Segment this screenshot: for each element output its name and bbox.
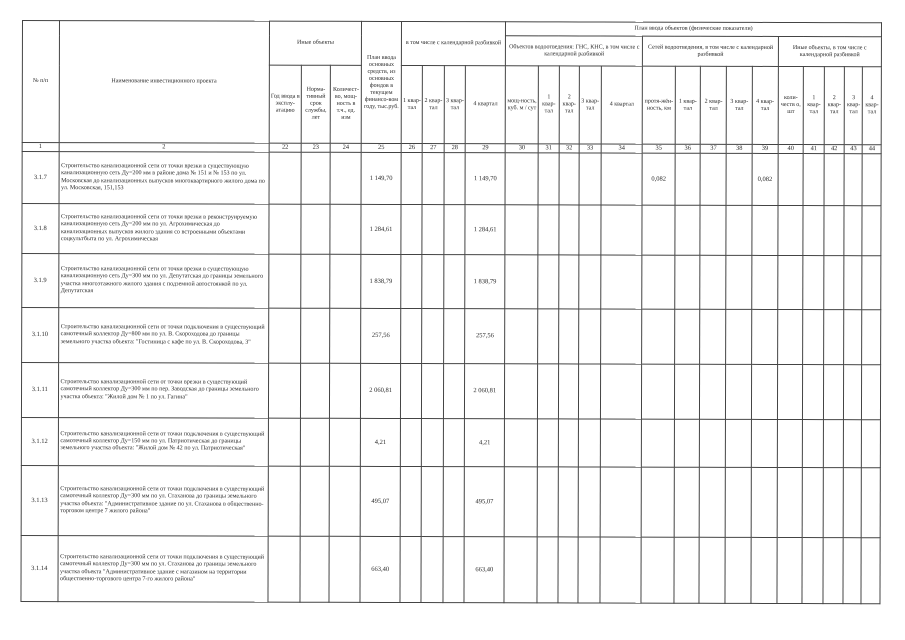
q4-value: 257,56	[465, 309, 505, 364]
table-cell	[538, 309, 559, 364]
table-cell	[777, 255, 803, 309]
table-row	[22, 204, 881, 256]
table-cell	[559, 255, 580, 309]
table-cell	[330, 363, 361, 418]
table-cell	[725, 537, 751, 603]
table-cell	[443, 467, 465, 537]
table-cell	[268, 418, 300, 466]
plan-value: 1 149,70	[361, 152, 401, 204]
table-cell	[268, 536, 300, 602]
table-cell	[400, 363, 422, 418]
col-header-nq2: 2 квар-тал	[701, 66, 727, 144]
table-cell	[300, 418, 329, 466]
table-cell	[823, 365, 844, 420]
col-header-q3: 3 квар-тал	[444, 66, 466, 144]
col-header-other-calendar: Иные объекты, в том числе с календарной разбивкой	[778, 36, 881, 66]
table-cell	[601, 205, 643, 255]
table-cell	[537, 537, 558, 603]
col-header-count: коли-честв о, шт	[778, 66, 804, 144]
column-number-cell: 28	[444, 144, 465, 153]
table-cell	[700, 467, 726, 537]
col-header-power: мощ-ность, куб. м / сут	[505, 66, 538, 144]
table-cell	[443, 364, 465, 419]
col-header-oq4: 4 квартал	[601, 66, 643, 144]
table-cell	[538, 467, 559, 537]
table-cell	[674, 419, 700, 467]
table-cell	[300, 536, 329, 602]
row-number: 3.1.14	[21, 535, 58, 601]
network-q4-value: 0,082	[752, 153, 778, 205]
table-cell	[674, 255, 700, 309]
table-cell	[422, 255, 444, 309]
column-number-cell: 27	[423, 144, 444, 153]
table-cell	[301, 204, 330, 254]
table-cell	[862, 420, 881, 468]
table-row	[21, 417, 880, 467]
network-length	[642, 309, 674, 364]
table-cell	[601, 153, 643, 205]
row-number: 3.1.9	[22, 254, 59, 308]
table-cell	[579, 309, 601, 364]
table-cell	[579, 205, 601, 255]
table-cell	[844, 154, 862, 206]
col-header-oq3: 3 квар-тал	[579, 66, 601, 144]
table-cell	[538, 205, 559, 255]
column-number-cell: 36	[675, 144, 701, 153]
table-cell	[330, 152, 361, 204]
investment-plan-table	[20, 20, 882, 604]
table-cell	[330, 308, 361, 363]
project-name: Строительство канализационной сети от точки врезки в существующий самотечный коллектор Ду=300 мм по пер. Заводская до границы земельного участка объекта: "Жилой дом № 1 по ул. Гагина"	[58, 363, 269, 419]
column-number-cell: 29	[466, 144, 506, 153]
table-cell	[301, 254, 330, 308]
table-cell	[700, 255, 726, 309]
column-number-cell: 25	[361, 143, 401, 152]
table-cell	[504, 537, 537, 603]
column-number-cell: 40	[778, 144, 804, 153]
table-cell	[726, 309, 752, 364]
table-cell	[862, 206, 881, 256]
table-cell	[443, 537, 465, 603]
table-cell	[675, 153, 701, 205]
table-cell	[861, 538, 880, 604]
row-number: 3.1.8	[22, 204, 59, 254]
table-cell	[422, 153, 444, 205]
table-cell	[301, 363, 330, 418]
table-row	[21, 363, 880, 420]
table-cell	[443, 419, 465, 467]
table-cell	[505, 255, 538, 309]
table-cell	[844, 420, 862, 468]
table-cell	[823, 468, 844, 538]
col-header-iq2: 2 квар-тал	[824, 67, 845, 145]
table-cell	[862, 468, 881, 538]
column-number-cell: 24	[330, 143, 361, 152]
q4-value: 1 284,61	[465, 205, 505, 255]
table-cell	[268, 363, 300, 418]
table-cell	[421, 537, 443, 603]
column-number-cell: 23	[301, 143, 330, 152]
table-cell	[504, 419, 537, 467]
table-cell	[300, 466, 329, 536]
table-cell	[401, 254, 423, 308]
table-cell	[422, 419, 444, 467]
table-cell	[778, 153, 804, 205]
col-header-objects-water: Объектов водоотведения: ГНС, КНС, в том числе с календарной разбивкой	[505, 36, 642, 66]
table-cell	[674, 364, 700, 419]
plan-value: 1 838,79	[361, 254, 401, 308]
network-q4-value	[751, 364, 777, 419]
table-cell	[862, 310, 881, 365]
col-header-other-objects: Иные объекты	[269, 21, 361, 65]
column-number-cell: 2	[59, 143, 269, 153]
table-cell	[400, 536, 422, 602]
table-cell	[538, 419, 559, 467]
col-header-q1: 1 квар-тал	[401, 65, 423, 143]
table-cell	[726, 419, 752, 467]
table-cell	[400, 466, 422, 536]
col-header-oq1: 1 квар-тал	[539, 66, 560, 144]
plan-value: 1 284,61	[361, 204, 401, 254]
table-cell	[505, 309, 538, 364]
column-number-cell: 30	[505, 144, 538, 153]
table-cell	[422, 309, 444, 364]
col-header-oq2: 2 квар-тал	[559, 66, 580, 144]
network-q4-value	[752, 205, 778, 255]
col-header-plan-physical: План ввода объектов (физические показатели)	[506, 22, 882, 37]
project-name: Строительство канализационной сети от точки подключения в существующий самотечный коллектор Ду=150 мм по ул. Патриотическая до границы земельного участка объекта: "Жилой дом № 42 по ул. Патриотическая"	[58, 418, 269, 467]
table-cell	[558, 467, 579, 537]
table-cell	[401, 308, 423, 363]
table-cell	[803, 256, 824, 310]
table-cell	[777, 309, 803, 364]
table-cell	[505, 364, 538, 419]
col-header-iq3: 3 квар-тал	[844, 67, 862, 145]
column-number-cell: 26	[401, 143, 422, 152]
table-cell	[400, 418, 422, 466]
table-cell	[579, 255, 601, 309]
q4-value: 1 838,79	[465, 255, 505, 309]
table-cell	[600, 419, 642, 467]
table-cell	[269, 308, 301, 363]
table-cell	[843, 538, 861, 604]
column-number-cell: 44	[863, 145, 882, 154]
table-cell	[862, 154, 881, 206]
table-cell	[504, 467, 537, 537]
column-number-cell: 43	[844, 145, 862, 154]
table-cell	[578, 537, 600, 603]
table-cell	[726, 255, 752, 309]
table-cell	[505, 153, 538, 205]
table-cell	[674, 537, 700, 603]
table-cell	[578, 467, 600, 537]
document-sheet	[20, 20, 882, 618]
table-cell	[401, 152, 423, 204]
table-cell	[823, 538, 844, 604]
col-header-plan-sources: План ввода основных средств, из основных фондов в текущем финансо-вом году, тыс.руб.	[361, 21, 401, 143]
col-header-networks: Сетей водоотведения, в том числе с календарной разбивкой	[643, 36, 778, 66]
table-cell	[505, 205, 538, 255]
table-cell	[558, 419, 579, 467]
table-row	[21, 465, 880, 537]
col-header-name: Наименование инвестиционного проекта	[59, 21, 270, 144]
network-length	[642, 419, 674, 467]
network-length	[642, 205, 674, 255]
column-number-cell: 41	[804, 145, 824, 154]
plan-value: 2 060,81	[361, 363, 401, 418]
table-cell	[600, 309, 642, 364]
table-cell	[778, 205, 804, 255]
col-header-nq4: 4 квар-тал	[752, 66, 778, 144]
table-cell	[559, 205, 580, 255]
q4-value: 2 060,81	[465, 364, 505, 419]
table-cell	[330, 204, 361, 254]
col-header-q4: 4 квартал	[466, 66, 506, 144]
table-cell	[444, 153, 466, 205]
project-name: Строительство канализационной сети от точки подключения в существующий самотечный коллектор Ду=300 мм по ул. Стаханова до границы земельного участка объекта: "Административное здание по ул. Стаханова в общественно-торговом центре 7 жилого района"	[58, 466, 269, 537]
table-cell	[823, 420, 844, 468]
column-number-cell: 42	[824, 145, 844, 154]
col-header-year-intro: Год ввода в эксплу-атацию	[269, 65, 301, 143]
table-cell	[844, 206, 862, 256]
network-q4-value	[751, 537, 777, 603]
project-name: Строительство канализационной сети от точки подключения в существующий самотечный коллектор Ду=800 мм по ул. В. Скороходова до границы земельного участка объекта: "Гостиница с кафе по ул. В. Скороходова, 3"	[58, 308, 269, 364]
table-cell	[538, 255, 559, 309]
network-length	[641, 537, 673, 603]
table-cell	[726, 153, 752, 205]
column-number-cell: 31	[539, 144, 559, 153]
table-cell	[824, 154, 845, 206]
table-cell	[803, 154, 824, 206]
network-length	[642, 255, 674, 309]
network-length	[642, 467, 674, 537]
col-header-num: № п/п	[22, 21, 59, 143]
table-row	[22, 254, 881, 310]
q4-value: 4,21	[465, 419, 505, 467]
network-q4-value	[752, 255, 778, 309]
table-cell	[844, 365, 862, 420]
table-cell	[803, 310, 824, 365]
table-cell	[330, 254, 361, 308]
table-cell	[674, 309, 700, 364]
table-cell	[726, 205, 752, 255]
table-cell	[269, 254, 301, 308]
table-cell	[444, 205, 466, 255]
table-cell	[558, 309, 579, 364]
table-row	[21, 535, 880, 603]
row-number: 3.1.10	[22, 308, 59, 363]
table-cell	[675, 205, 701, 255]
row-number: 3.1.7	[22, 152, 59, 204]
column-number-cell: 37	[701, 144, 727, 153]
table-cell	[538, 153, 559, 205]
table-cell	[777, 364, 803, 419]
network-length	[642, 364, 674, 419]
table-cell	[700, 419, 726, 467]
project-name: Строительство канализационной сети от точки врезки в реконструируемую канализационную сеть Ду=200 мм по ул. Агрохимическая до канализационных выпусков жилого здания со встроенными объектами соцкультбыта по ул. Агрохимическая	[58, 204, 269, 255]
col-header-iq4: 4 квар-тал	[863, 67, 882, 145]
column-number-cell: 34	[601, 144, 643, 153]
table-cell	[777, 419, 803, 467]
table-cell	[803, 206, 824, 256]
table-cell	[843, 468, 861, 538]
table-cell	[579, 364, 601, 419]
table-cell	[824, 256, 845, 310]
column-number-cell: 35	[643, 144, 675, 153]
table-cell	[699, 537, 725, 603]
table-cell	[329, 466, 360, 536]
table-cell	[725, 467, 751, 537]
row-number: 3.1.12	[21, 417, 58, 465]
table-cell	[600, 467, 642, 537]
column-number-cell: 22	[269, 143, 301, 152]
table-cell	[269, 204, 301, 254]
table-cell	[268, 466, 300, 536]
table-cell	[578, 419, 600, 467]
network-q4-value	[752, 309, 778, 364]
col-header-quantity: Количест-во, мощ-ность в т.ч., ед. изм	[330, 65, 361, 143]
table-cell	[600, 364, 642, 419]
table-cell	[559, 153, 580, 205]
table-cell	[443, 309, 465, 364]
project-name: Строительство канализационной сети от точки врезки в существующую канализационную сеть Ду=200 мм в районе дома № 151 и № 153 по ул. Московская до канализационных выпусков многоквартирного жилого дома по ул. Московская, 151,153	[59, 152, 270, 205]
network-length: 0,082	[643, 153, 675, 205]
table-cell	[301, 152, 330, 204]
table-row	[22, 308, 881, 365]
plan-value: 663,40	[360, 536, 400, 602]
table-cell	[862, 365, 881, 420]
table-cell	[823, 310, 844, 365]
col-header-q2: 2 квар-тал	[423, 66, 445, 144]
table-cell	[777, 537, 803, 603]
table-cell	[844, 256, 862, 310]
table-cell	[844, 310, 862, 365]
column-number-cell: 32	[559, 144, 579, 153]
table-cell	[301, 308, 330, 363]
table-cell	[558, 537, 579, 603]
column-number-cell: 1	[22, 143, 59, 152]
row-number: 3.1.13	[21, 465, 58, 535]
column-number-cell: 33	[579, 144, 600, 153]
table-cell	[422, 364, 444, 419]
table-cell	[444, 255, 466, 309]
col-header-norm-term: Норма-тивный срок службы, лет	[301, 65, 330, 143]
plan-value: 4,21	[361, 418, 401, 466]
table-cell	[538, 364, 559, 419]
table-cell	[802, 538, 823, 604]
table-cell	[401, 204, 423, 254]
table-cell	[803, 420, 824, 468]
table-cell	[422, 467, 444, 537]
table-cell	[600, 255, 642, 309]
table-cell	[700, 205, 726, 255]
table-cell	[600, 537, 642, 603]
table-cell	[777, 467, 803, 537]
plan-value: 495,07	[360, 466, 400, 536]
table-cell	[579, 153, 601, 205]
table-cell	[269, 152, 301, 204]
table-cell	[329, 536, 360, 602]
q4-value: 663,40	[464, 537, 504, 603]
q4-value: 1 149,70	[465, 153, 505, 205]
network-q4-value	[751, 419, 777, 467]
row-number: 3.1.11	[21, 363, 58, 418]
table-cell	[329, 418, 360, 466]
col-header-nq3: 3 квар-тал	[726, 66, 752, 144]
col-header-calendar-split: в том числе с календарной разбивкой	[401, 21, 505, 65]
table-cell	[862, 256, 881, 310]
col-header-iq1: 1 квар-тал	[804, 67, 825, 145]
column-number-cell: 39	[752, 144, 778, 153]
table-cell	[803, 468, 824, 538]
table-cell	[674, 467, 700, 537]
table-cell	[558, 364, 579, 419]
table-cell	[700, 309, 726, 364]
table-cell	[824, 206, 845, 256]
col-header-nq1: 1 квар-тал	[675, 66, 701, 144]
table-cell	[803, 365, 824, 420]
q4-value: 495,07	[465, 467, 505, 537]
column-number-cell: 38	[726, 144, 752, 153]
col-header-length: протя-жён-ность, км	[643, 66, 675, 144]
network-q4-value	[751, 467, 777, 537]
table-cell	[700, 364, 726, 419]
table-row	[22, 152, 881, 206]
table-cell	[422, 205, 444, 255]
plan-value: 257,56	[361, 308, 401, 363]
project-name: Строительство канализационной сети от точки врезки в существующую канализационную сеть Ду=300 мм по ул. Депутатская до границы земельного участка многоэтажного жилого здания с подземной автостоянкой по ул. Депутатская	[58, 254, 269, 309]
table-cell	[700, 153, 726, 205]
table-cell	[726, 364, 752, 419]
project-name: Строительство канализационной сети от точки подключения в существующий самотечный коллектор Ду=300 мм по ул. Стаханова до границы земельного участка объекта "Административное здание с магазином на территории общественно-торгового центра 7-го жилого района"	[57, 536, 268, 603]
